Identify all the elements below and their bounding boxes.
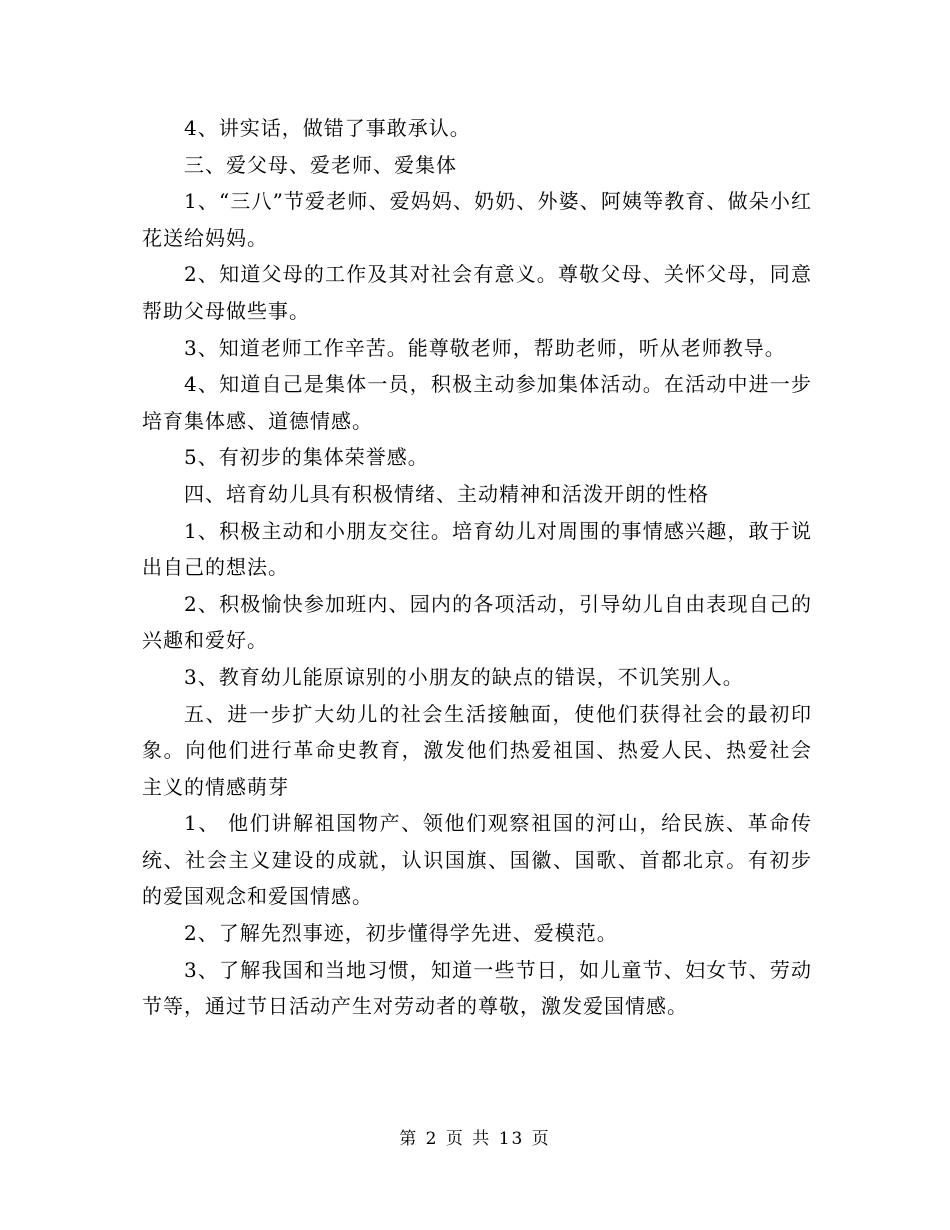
- paragraph: 3、知道老师工作辛苦。能尊敬老师，帮助老师，听从老师教导。: [184, 335, 786, 360]
- paragraph: 4、讲实话，做错了事敢承认。: [184, 116, 471, 140]
- paragraph: 2、知道父母的工作及其对社会有意义。尊敬父母、关怀父母，同意帮助父母做些事。: [142, 262, 812, 323]
- document-body: [142, 110, 812, 1025]
- paragraph: 2、了解先烈事迹，初步懂得学先进、爱模范。: [184, 921, 618, 946]
- paragraph: 3、教育幼儿能原谅别的小朋友的缺点的错误，不讥笑别人。: [184, 664, 744, 689]
- section-heading: 四、培育幼儿具有积极情绪、主动精神和活泼开朗的性格: [184, 481, 709, 506]
- paragraph: 1、 他们讲解祖国物产、领他们观察祖国的河山，给民族、革命传统、社会主义建设的成就，认识国旗、国徽、国歌、首都北京。有初步的爱国观念和爱国情感。: [142, 811, 812, 909]
- page-number-footer: 第 2 页 共 13 页: [399, 1129, 551, 1149]
- paragraph: 1、“三八”节爱老师、爱妈妈、奶奶、外婆、阿姨等教育、做朵小红花送给妈妈。: [142, 189, 812, 250]
- paragraph: 3、了解我国和当地习惯，知道一些节日，如儿童节、妇女节、劳动节等，通过节日活动产生对劳动者的尊敬，激发爱国情感。: [142, 957, 812, 1019]
- paragraph: 2、积极愉快参加班内、园内的各项活动，引导幼儿自由表现自己的兴趣和爱好。: [142, 591, 812, 653]
- paragraph: 1、积极主动和小朋友交往。培育幼儿对周围的事情感兴趣，敢于说出自己的想法。: [142, 518, 812, 580]
- paragraph: 4、知道自己是集体一员，积极主动参加集体活动。在活动中进一步培育集体感、道德情感。: [142, 372, 812, 433]
- section-heading: 三、爱父母、爱老师、爱集体: [184, 152, 457, 177]
- section-heading: 五、进一步扩大幼儿的社会生活接触面，使他们获得社会的最初印象。向他们进行革命史教育，激发他们热爱祖国、热爱人民、热爱社会主义的情感萌芽: [142, 701, 812, 799]
- paragraph: 5、有初步的集体荣誉感。: [184, 445, 429, 470]
